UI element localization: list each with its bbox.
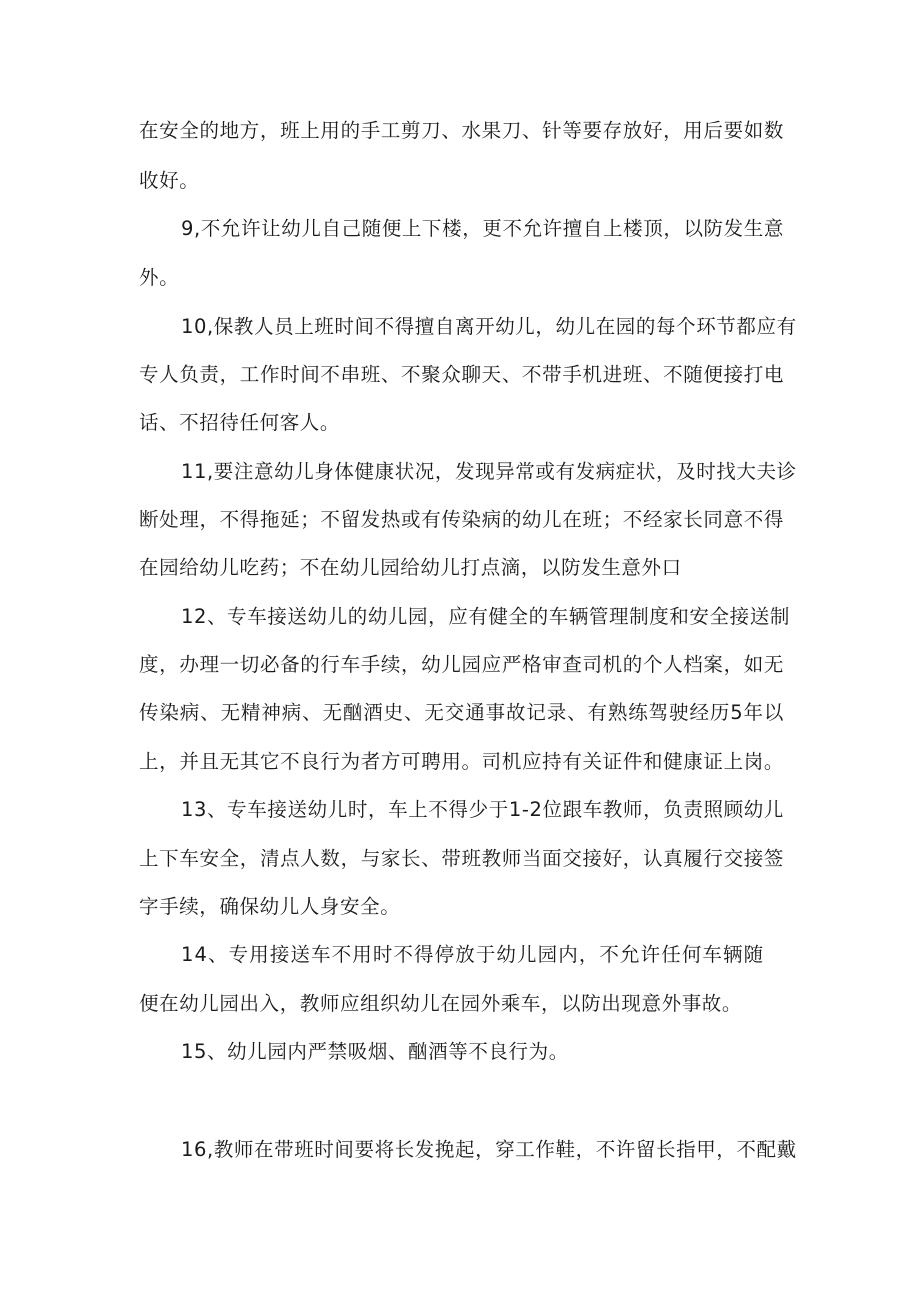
text-line: 传染病、无精神病、无酗酒史、无交通事故记录、有熟练驾驶经历5年以 — [139, 701, 784, 724]
text-line: 便在幼儿园出入，教师应组织幼儿在园外乘车，以防出现意外事故。 — [139, 992, 743, 1015]
text-line: 在安全的地方，班上用的手工剪刀、水果刀、针等要存放好，用后要如数 — [139, 119, 784, 142]
text-line: 断处理，不得拖延；不留发热或有传染病的幼儿在班；不经家长同意不得 — [139, 508, 784, 531]
text-line: 收好。 — [139, 169, 200, 192]
text-line: 13、专车接送幼儿时，车上不得少于1-2位跟车教师，负责照顾幼儿 — [181, 798, 784, 821]
text-line: 15、幼儿园内严禁吸烟、酗酒等不良行为。 — [181, 1040, 569, 1063]
text-line: 上，并且无其它不良行为者方可聘用。司机应持有关证件和健康证上岗。 — [139, 750, 784, 773]
text-line: 在园给幼儿吃药；不在幼儿园给幼儿打点滴，以防发生意外口 — [139, 556, 682, 579]
text-line: 14、专用接送车不用时不得停放于幼儿园内，不允许任何车辆随 — [181, 943, 765, 966]
text-line: 9,不允许让幼儿自己随便上下楼，更不允许擅自上楼顶，以防发生意 — [181, 217, 784, 240]
text-line: 话、不招待任何客人。 — [139, 411, 341, 434]
text-line: 外。 — [139, 266, 180, 289]
text-line: 度，办理一切必备的行车手续，幼儿园应严格审查司机的个人档案，如无 — [139, 653, 784, 676]
text-line: 11,要注意幼儿身体健康状况，发现异常或有发病症状，及时找大夫诊 — [181, 460, 797, 483]
text-line: 专人负责，工作时间不串班、不聚众聊天、不带手机进班、不随便接打电 — [139, 363, 784, 386]
text-line: 16,教师在带班时间要将长发挽起，穿工作鞋，不许留长指甲，不配戴 — [181, 1138, 797, 1161]
text-line: 上下车安全，清点人数，与家长、带班教师当面交接好，认真履行交接签 — [139, 847, 784, 870]
text-line: 10,保教人员上班时间不得擅自离开幼儿，幼儿在园的每个环节都应有 — [181, 315, 797, 338]
text-line: 字手续，确保幼儿人身安全。 — [139, 895, 401, 918]
text-line: 12、专车接送幼儿的幼儿园，应有健全的车辆管理制度和安全接送制 — [181, 605, 790, 628]
